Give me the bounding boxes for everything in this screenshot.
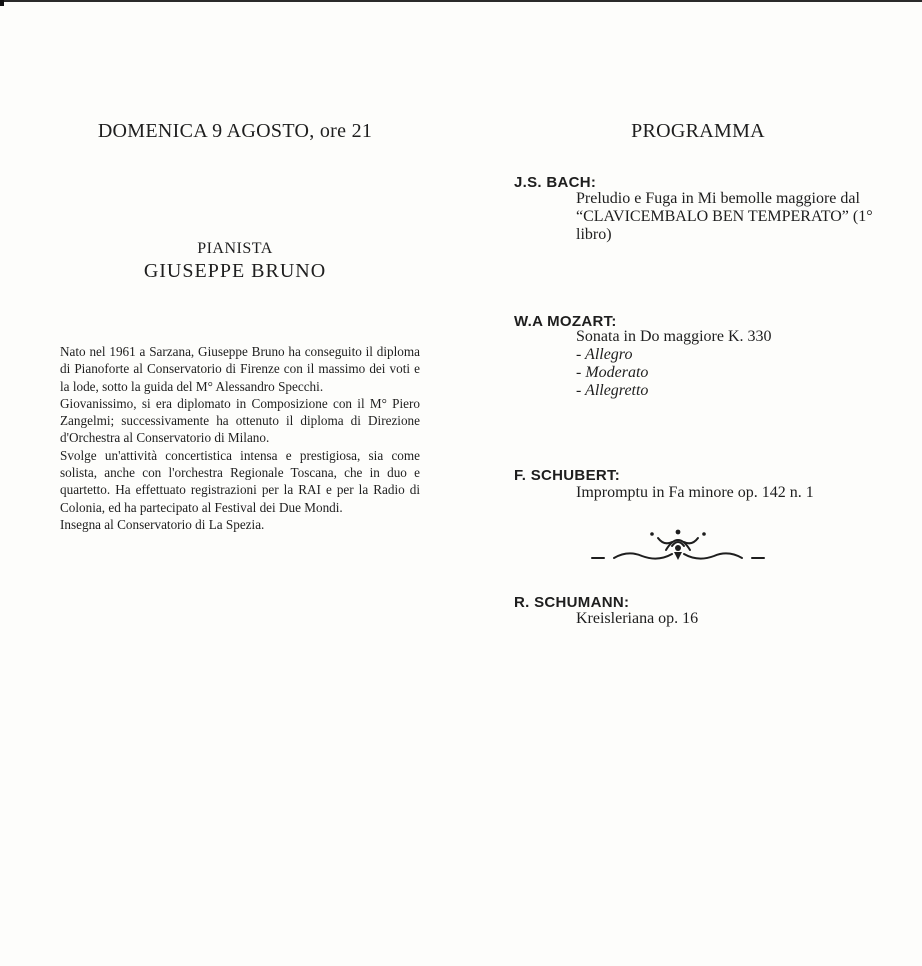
- concert-date-line: DOMENICA 9 AGOSTO, ore 21: [97, 120, 373, 142]
- composer-mozart: W.A MOZART:: [514, 313, 617, 330]
- work-bach: Preludio e Fuga in Mi bemolle maggiore dal “CLAVICEMBALO BEN TEMPERATO” (1° libro): [576, 190, 873, 243]
- movement-allegro: - Allegro: [576, 346, 633, 363]
- bio-paragraph: Nato nel 1961 a Sarzana, Giuseppe Bruno ha conseguito il diploma di Pianoforte al Conservatorio di Firenze con il massimo dei voti e la lode, sotto la guida del M° Alessandro Specchi.: [60, 344, 420, 394]
- top-border-line: [0, 0, 922, 2]
- composer-schumann: R. SCHUMANN:: [514, 594, 630, 611]
- program-title: PROGRAMMA: [631, 120, 765, 142]
- composer-bach: J.S. BACH:: [514, 174, 597, 191]
- movement-moderato: - Moderato: [576, 364, 649, 381]
- bio-paragraph: Svolge un'attività concertistica intensa e prestigiosa, sia come solista, anche con l'orchestra Regionale Toscana, che in duo e quartetto. Ha effettuato registrazioni per la RAI e per la Radio di Colonia, ed ha partecipato al Festival dei Due Mondi.: [60, 447, 420, 515]
- work-mozart: Sonata in Do maggiore K. 330: [576, 328, 772, 345]
- performer-name: GIUSEPPE BRUNO: [143, 260, 327, 282]
- performer-block: [60, 240, 410, 283]
- corner-mark: [0, 0, 4, 6]
- work-schubert: Impromptu in Fa minore op. 142 n. 1: [576, 484, 814, 501]
- floral-divider-icon: [588, 524, 768, 568]
- performer-role: PIANISTA: [197, 240, 273, 257]
- work-schumann: Kreisleriana op. 16: [576, 610, 699, 627]
- movement-allegretto: - Allegretto: [576, 382, 649, 399]
- biography: [60, 343, 420, 533]
- bio-paragraph: Insegna al Conservatorio di La Spezia.: [60, 516, 265, 532]
- bio-paragraph: Giovanissimo, si era diplomato in Composizione con il M° Piero Zangelmi; successivamente ha ottenuto il diploma di Direzione d'Orchestra al Conservatorio di Milano.: [60, 395, 420, 446]
- composer-schubert: F. SCHUBERT:: [514, 467, 621, 484]
